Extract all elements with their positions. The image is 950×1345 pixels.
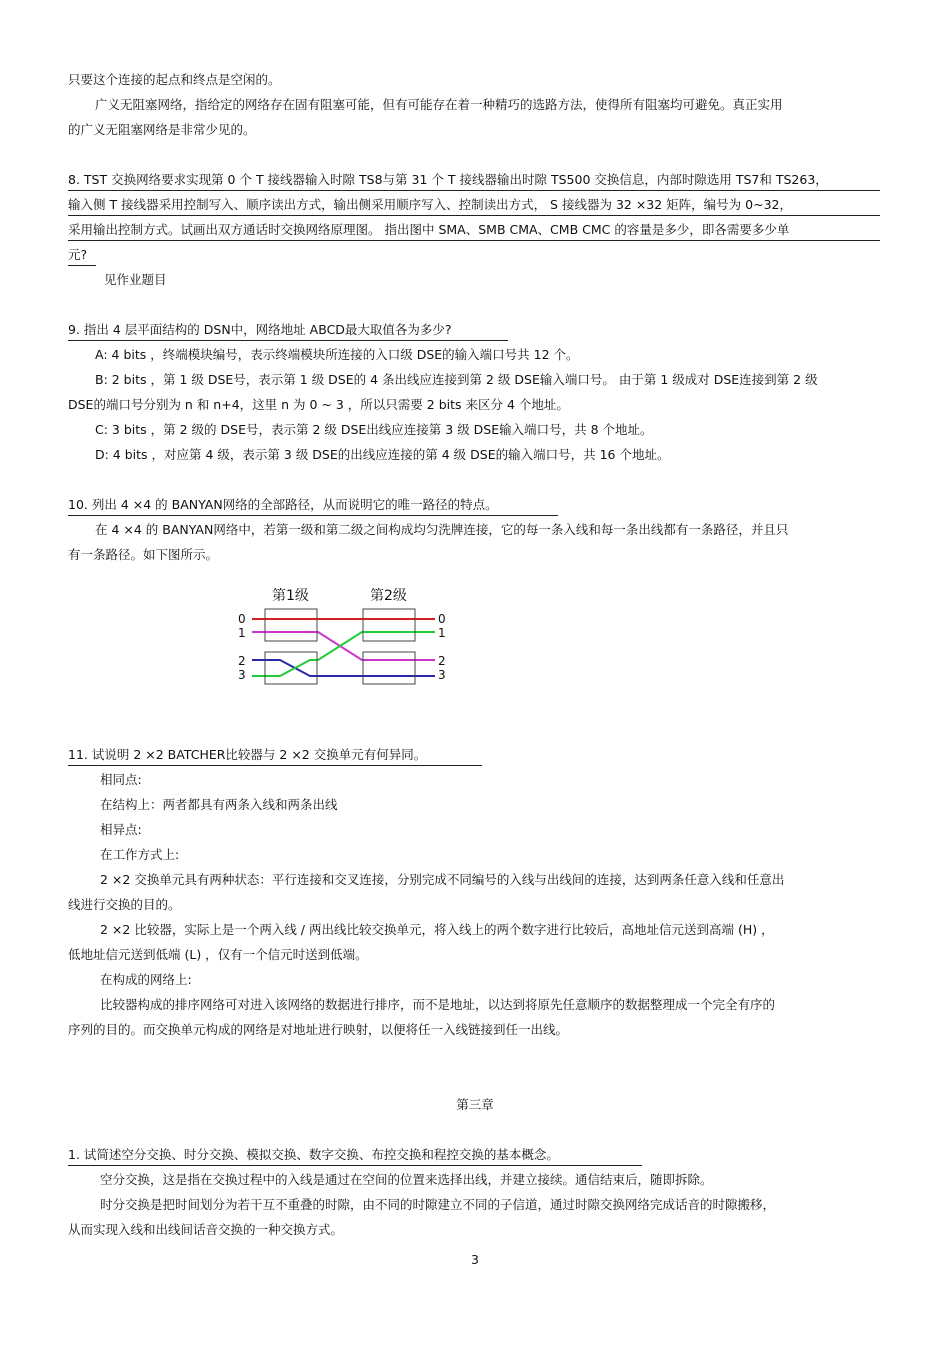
stage2-switch-top (363, 609, 415, 641)
c3q1-title: 1. 试简述空分交换、时分交换、模拟交换、数字交换、布控交换和程控交换的基本概念。 (68, 1147, 642, 1166)
q8-line-1: 8. TST 交换网络要求实现第 0 个 T 接线器输入时隙 TS8与第 31 个 T 接线器输出时隙 TS500 交换信息，内部时隙选用 TS7和 TS263， (68, 172, 880, 191)
path-blue (252, 660, 435, 676)
page-number: 3 (471, 1252, 479, 1267)
q10-title: 10. 列出 4 ×4 的 BANYAN网络的全部路径，从而说明它的唯一路径的特点。 (68, 497, 558, 516)
q9-answer-a: A: 4 bits ，终端模块编号，表示终端模块所连接的入口级 DSE的输入端口号共 12 个。 (95, 347, 579, 362)
q11-line-9: 在构成的网络上: (100, 972, 192, 987)
path-green (252, 632, 435, 676)
q11-line-8: 低地址信元送到低端 (L) ，仅有一个信元时送到低端。 (68, 947, 368, 962)
q8-answer: 见作业题目 (104, 272, 167, 287)
input-label-2: 2 (238, 654, 246, 668)
q8-line-2: 输入侧 T 接线器采用控制写入、顺序读出方式，输出侧采用顺序写入、控制读出方式， S 接线器为 32 ×32 矩阵，编号为 0~32， (68, 197, 880, 216)
intro-line-2: 广义无阻塞网络，指给定的网络存在固有阻塞可能，但有可能存在着一种精巧的选路方法，使得所有阻塞均可避免。真正实用 (95, 97, 783, 112)
stage2-switch-bottom (363, 652, 415, 684)
stage1-label: 第1级 (272, 588, 309, 604)
q10-answer-1: 在 4 ×4 的 BANYAN网络中，若第一级和第二级之间构成均匀洗牌连接，它的每一条入线和每一条出线都有一条路径，并且只 (95, 522, 789, 537)
output-label-2: 2 (438, 654, 446, 668)
q11-line-5: 2 ×2 交换单元具有两种状态：平行连接和交叉连接，分别完成不同编号的入线与出线间的连接，达到两条任意入线和任意出 (100, 872, 785, 887)
q8-line-4: 元? (68, 247, 96, 266)
q9-answer-b: B: 2 bits ，第 1 级 DSE号，表示第 1 级 DSE的 4 条出线应连接到第 2 级 DSE输入端口号。 由于第 1 级成对 DSE连接到第 2 级 (95, 372, 818, 387)
output-label-3: 3 (438, 668, 446, 682)
stage1-switch-bottom (265, 652, 317, 684)
q11-line-1: 相同点: (100, 772, 142, 787)
c3q1-line-2: 时分交换是把时间划分为若干互不重叠的时隙，由不同的时隙建立不同的子信道，通过时隙交换网络完成话音的时隙搬移， (100, 1197, 776, 1212)
q11-line-10: 比较器构成的排序网络可对进入该网络的数据进行排序，而不是地址，以达到将原先任意顺序的数据整理成一个完全有序的 (100, 997, 776, 1012)
input-label-1: 1 (238, 626, 246, 640)
chapter-heading: 第三章 (456, 1097, 494, 1112)
q11-line-11: 序列的目的。而交换单元构成的网络是对地址进行映射，以便将任一入线链接到任一出线。 (68, 1022, 569, 1037)
q11-title: 11. 试说明 2 ×2 BATCHER比较器与 2 ×2 交换单元有何异同。 (68, 747, 482, 766)
q10-answer-2: 有一条路径。如下图所示。 (68, 547, 219, 562)
stage1-switch-top (265, 609, 317, 641)
q11-line-3: 相异点: (100, 822, 142, 837)
q11-line-7: 2 ×2 比较器，实际上是一个两入线 / 两出线比较交换单元，将入线上的两个数字进行比较后，高地址信元送到高端 (H) ， (100, 922, 774, 937)
q11-line-6: 线进行交换的目的。 (68, 897, 181, 912)
q9-title: 9. 指出 4 层平面结构的 DSN中，网络地址 ABCD最大取值各为多少? (68, 322, 508, 341)
q11-line-2: 在结构上：两者都具有两条入线和两条出线 (100, 797, 338, 812)
q8-line-3: 采用输出控制方式。试画出双方通话时交换网络原理图。 指出图中 SMA、SMB CMA、CMB CMC 的容量是多少，即各需要多少单 (68, 222, 880, 241)
q9-answer-d: D: 4 bits ，对应第 4 级，表示第 3 级 DSE的出线应连接的第 4 级 DSE的输入端口号，共 16 个地址。 (95, 447, 670, 462)
q9-answer-c: C: 3 bits ，第 2 级的 DSE号，表示第 2 级 DSE出线应连接第 3 级 DSE输入端口号，共 8 个地址。 (95, 422, 653, 437)
banyan-network-diagram (230, 578, 460, 688)
intro-line-1: 只要这个连接的起点和终点是空闲的。 (68, 72, 281, 87)
path-magenta (252, 632, 435, 660)
input-label-0: 0 (238, 612, 246, 626)
c3q1-line-3: 从而实现入线和出线间话音交换的一种交换方式。 (68, 1222, 344, 1237)
input-label-3: 3 (238, 668, 246, 682)
output-label-1: 1 (438, 626, 446, 640)
intro-line-3: 的广义无阻塞网络是非常少见的。 (68, 122, 256, 137)
q9-answer-b-cont: DSE的端口号分别为 n 和 n+4，这里 n 为 0 ~ 3 ，所以只需要 2 bits 来区分 4 个地址。 (68, 397, 569, 412)
stage2-label: 第2级 (370, 588, 407, 604)
c3q1-line-1: 空分交换，这是指在交换过程中的入线是通过在空间的位置来选择出线，并建立接续。通信结束后，随即拆除。 (100, 1172, 713, 1187)
output-label-0: 0 (438, 612, 446, 626)
q11-line-4: 在工作方式上: (100, 847, 180, 862)
